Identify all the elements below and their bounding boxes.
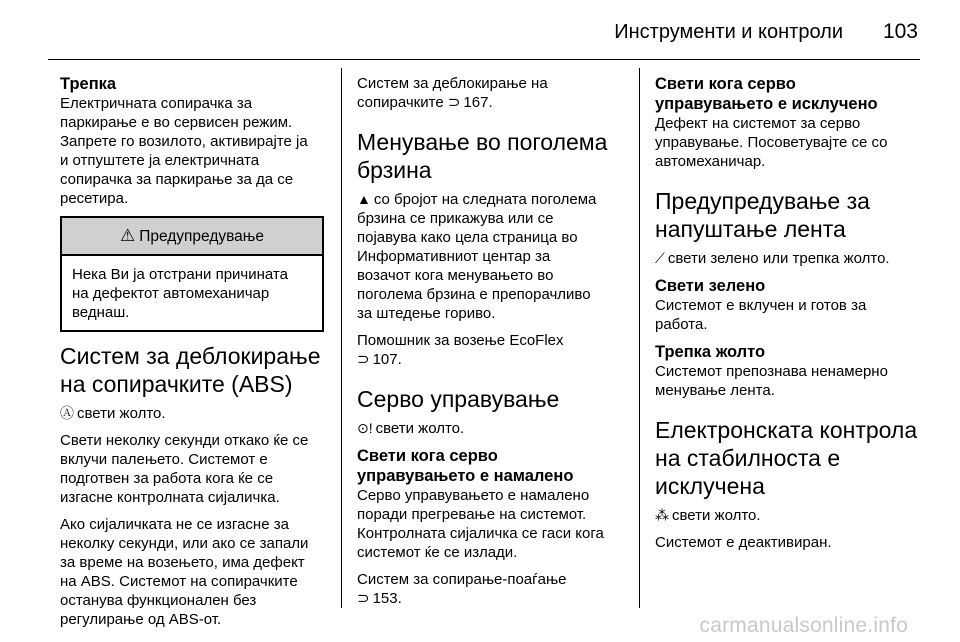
warning-box [60,216,324,332]
heading-line: управувањето е исклучено [655,95,878,113]
heading-servo: Серво управување [357,386,560,412]
text-line: поголема брзина е препорачливо [357,286,591,303]
text-line: свети жолто. [77,405,166,422]
paragraph-lights-green [655,296,925,334]
text-line: Системот препознава ненамерно [655,363,888,380]
warning-body [62,256,322,330]
page-ref-link[interactable]: 167. [463,94,493,111]
heading-esc-off [655,416,925,500]
paragraph-esc-icon [655,506,925,525]
text-line: Систем за деблокирање на [357,75,548,92]
text-line: веднаш. [72,304,130,321]
heading-line: Електронската контрола [655,417,918,443]
column-1 [60,74,328,637]
watermark: carmanualsonline.info [699,614,908,637]
page-ref-link[interactable]: 153. [372,590,402,607]
page-ref-arrow-icon: ⊃ [357,590,370,607]
paragraph-servo-icon [357,419,629,438]
text-line: Контролната сијаличка се гаси кога [357,525,604,542]
heading-line: Свети кога серво [655,75,796,93]
text-line: возачот кога менувањето во [357,267,554,284]
heading-gear-shift [357,128,629,184]
warning-triangle-icon: ⚠ [119,226,136,245]
paragraph-gear-shift [357,190,629,323]
text-line: Информативниот центар за [357,248,551,265]
heading-line: Предупредување за [655,188,870,214]
heading-line: брзина [357,157,432,183]
text-line: неколку секунди, или ако се запали [60,535,309,552]
page-header [0,0,960,60]
text-line: автомеханичар. [655,153,766,170]
paragraph-blinks-yellow [655,362,925,400]
page-ref-arrow-icon: ⊃ [447,94,461,111]
paragraph-servo-reduced [357,486,629,562]
text-line: Дефект на системот за серво [655,115,861,132]
text-line: Помошник за возење EcoFlex [357,332,564,349]
text-line: управување. Посоветувајте се со [655,134,888,151]
paragraph-blink [60,94,328,208]
power-steering-icon: ⊙! [357,420,373,436]
column-3 [655,74,925,560]
header-rule [48,59,920,60]
text-line: паркирање е во сервисен режим. [60,114,293,131]
heading-line: Систем за деблокирање [60,343,321,369]
paragraph-ecoflex [357,331,629,369]
page-number: 103 [882,20,918,43]
text-line: Системот е вклучен и готов за [655,297,867,314]
heading-lights-green: Свети зелено [655,277,766,295]
text-line: свети жолто. [672,507,761,524]
page-ref-arrow-icon: ⊃ [357,351,370,368]
text-line: свети зелено или трепка жолто. [667,250,890,267]
text-line: и отпуштете ја електричната [60,152,260,169]
heading-line: Свети кога серво [357,447,498,465]
text-line: Запрете го возилото, активирајте ја [60,133,308,150]
heading-servo-reduced [357,446,629,486]
warning-title: Предупредување [139,228,265,245]
header-title: Инструменти и контроли [614,21,843,43]
upshift-arrow-icon: ▲ [357,191,371,207]
lane-departure-icon: ⟋ [655,250,665,266]
text-line: подготвен за работа кога ќе се [60,470,274,487]
column-2 [357,74,629,616]
heading-blinks-yellow: Трепка жолто [655,343,766,361]
esc-off-icon: ⁂ [655,507,669,523]
text-line: за време на возењето, има дефект [60,554,305,571]
paragraph-abs-3 [60,515,328,629]
text-line: системот ќе се излади. [357,544,518,561]
text-line: менување лента. [655,382,775,399]
paragraph-abs-ref [357,74,629,112]
text-line: брзина се прикажува или се [357,210,554,227]
heading-servo-off [655,74,925,114]
heading-lane-departure [655,187,925,243]
text-line: ресетира. [60,190,129,207]
abs-warning-icon: Ⓐ [60,405,74,421]
text-line: Нека Ви ја отстрани причината [72,266,288,283]
heading-line: Менување во поголема [357,129,608,155]
text-line: Серво управувањето е намалено [357,487,590,504]
text-line: останува функционален без [60,592,257,609]
paragraph-esc-deactivated: Системот е деактивиран. [655,534,832,551]
paragraph-abs-2 [60,431,328,507]
heading-abs [60,342,328,398]
text-line: Свети неколку секунди откако ќе се [60,432,309,449]
heading-line: исклучена [655,473,765,499]
column-divider-2 [639,68,640,608]
paragraph-lane-icon [655,249,925,268]
text-line: Електричната сопирачка за [60,95,253,112]
text-line: за штедење гориво. [357,305,496,322]
heading-line: на сопирачките (ABS) [60,371,293,397]
text-line: сопирачка за паркирање за да се [60,171,294,188]
paragraph-stop-start [357,570,629,608]
text-line: појавува како цела страница во [357,229,578,246]
page-ref-link[interactable]: 107. [372,351,402,368]
text-line: Систем за сопирање-поаѓање [357,571,567,588]
text-line: вклучи палењето. Системот е [60,451,268,468]
text-line: на дефектот автомеханичар [72,285,270,302]
text-line: работа. [655,316,708,333]
text-line: Ако сијаличката не се изгасне за [60,516,289,533]
text-line: свети жолто. [375,420,465,437]
text-line: изгасне контролната сијаличка. [60,489,280,506]
text-line: на ABS. Системот на сопирачките [60,573,298,590]
paragraph-servo-off [655,114,925,171]
heading-blink: Трепка [60,75,117,93]
paragraph-abs-icon [60,404,328,423]
text-line: со бројот на следната поголема [373,191,597,208]
warning-header [62,218,322,256]
text-line: сопирачките [357,94,444,111]
column-divider-1 [341,68,342,608]
heading-line: управувањето е намалено [357,467,574,485]
text-line: поради прегревање на системот. [357,506,587,523]
heading-line: напуштање лента [655,216,846,242]
text-line: регулирање од ABS-от. [60,611,222,628]
heading-line: на стабилноста е [655,445,841,471]
